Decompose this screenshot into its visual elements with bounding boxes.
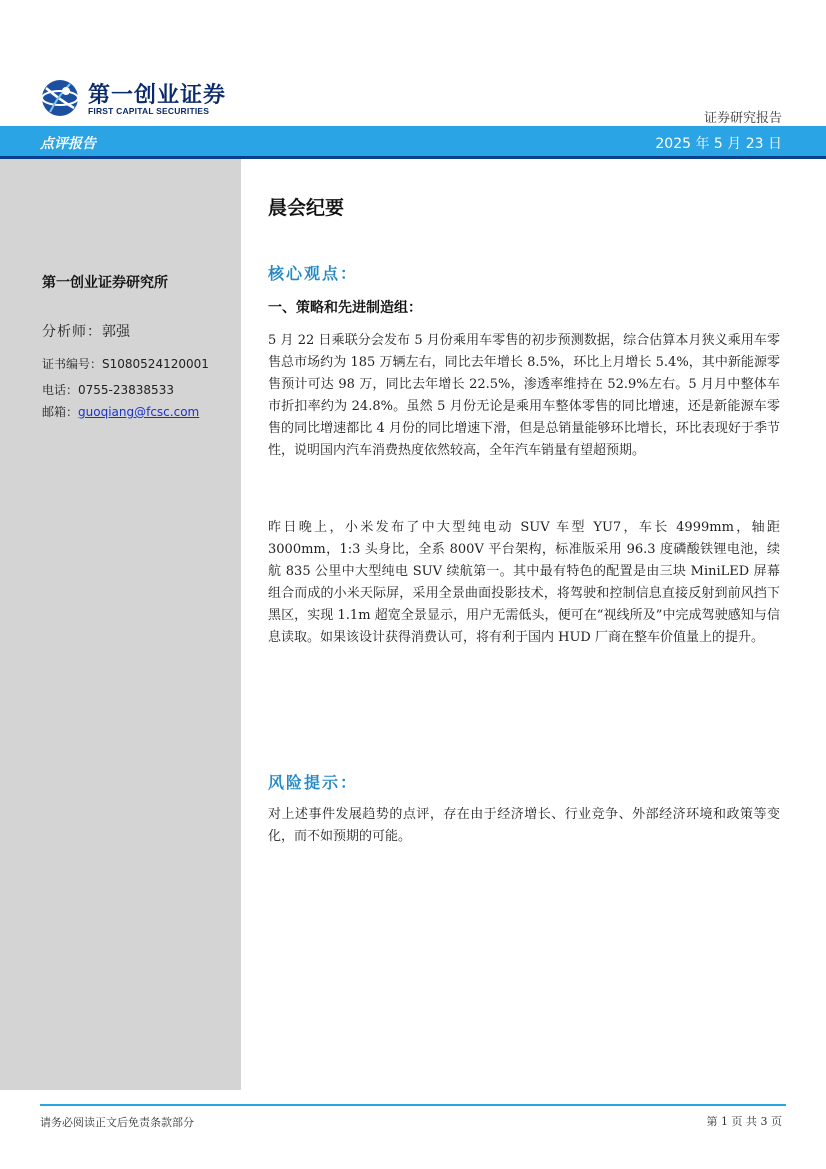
analyst-label: 分析师： — [42, 324, 102, 340]
email-label: 邮箱： — [42, 405, 79, 419]
analyst-line — [42, 321, 130, 341]
page-title: 晨会纪要 — [268, 197, 345, 219]
sidebar — [0, 159, 241, 1090]
section-heading: 一、策略和先进制造组： — [268, 300, 422, 316]
cert-value: S1080524120001 — [102, 357, 209, 371]
report-type: 点评报告 — [40, 136, 96, 152]
logo-english-name: FIRST CAPITAL SECURITIES — [88, 106, 210, 116]
analyst-name: 郭强 — [102, 324, 130, 340]
company-logo — [40, 76, 240, 120]
email-link[interactable]: guoqiang@fcsc.com — [78, 405, 200, 419]
page-number: 第 1 页 共 3 页 — [706, 1115, 782, 1128]
footer-rule — [40, 1104, 786, 1106]
risk-text: 对上述事件发展趋势的点评，存在由于经济增长、行业竞争、外部经济环境和政策等变化，而不如预期的可能。 — [268, 807, 780, 844]
phone-label: 电话： — [42, 383, 79, 397]
paragraph-xiaomi-yu7: 昨日晚上，小米发布了中大型纯电动 SUV 车型 YU7，车长 4999mm，轴距 3000mm，1:3 头身比，全系 800V 平台架构，标准版采用 96.3 度磷酸铁锂电池，续航 835 公里中大型纯电 SUV 续航第一。其中最有特色的配置是由三块 MiniLED 屏幕组合而成的小米天际屏，采用全景曲面投影技术，将驾驶和控制信息直接反射到前风挡下黑区，实现 1.1m 超宽全景显示，用户无需低头，便可在“视线所及”中完成驾驶感知与信息读取。如果该设计获得消费认可，将有利于国内 HUD 厂商在整车价值量上的提升。 — [268, 520, 780, 645]
phone-line — [42, 381, 174, 398]
risk-heading: 风险提示： — [268, 773, 359, 792]
globe-logo-icon — [40, 78, 80, 118]
paragraph-auto-sales: 5 月 22 日乘联分会发布 5 月份乘用车零售的初步预测数据，综合估算本月狭义乘用车零售总市场约为 185 万辆左右，同比去年增长 8.5%，环比上月增长 5.4%，其中新能源零售预计可达 98 万，同比去年增长 22.5%，渗透率维持在 52.9%左右。5 月月中整体车市折扣率约为 24.8%。虽然 5 月份无论是乘用车整体零售的同比增速，还是新能源车零售的同比增速都比 4 月份的同比增速下滑，但是总销量能够环比增长，环比表现好于季节性，说明国内汽车消费热度依然较高，全年汽车销量有望超预期。 — [268, 333, 780, 458]
footer-disclaimer: 请务必阅读正文后免责条款部分 — [40, 1116, 194, 1129]
logo-chinese-name: 第一创业证券 — [88, 83, 227, 108]
document-type: 证券研究报告 — [703, 111, 782, 126]
email-line — [42, 403, 199, 420]
core-heading: 核心观点： — [268, 264, 359, 283]
phone-value: 0755-23838533 — [78, 383, 174, 397]
institute-name: 第一创业证券研究所 — [42, 275, 168, 291]
cert-label: 证书编号： — [42, 357, 103, 371]
cert-line — [42, 355, 209, 372]
report-date: 2025 年 5 月 23 日 — [655, 136, 782, 152]
